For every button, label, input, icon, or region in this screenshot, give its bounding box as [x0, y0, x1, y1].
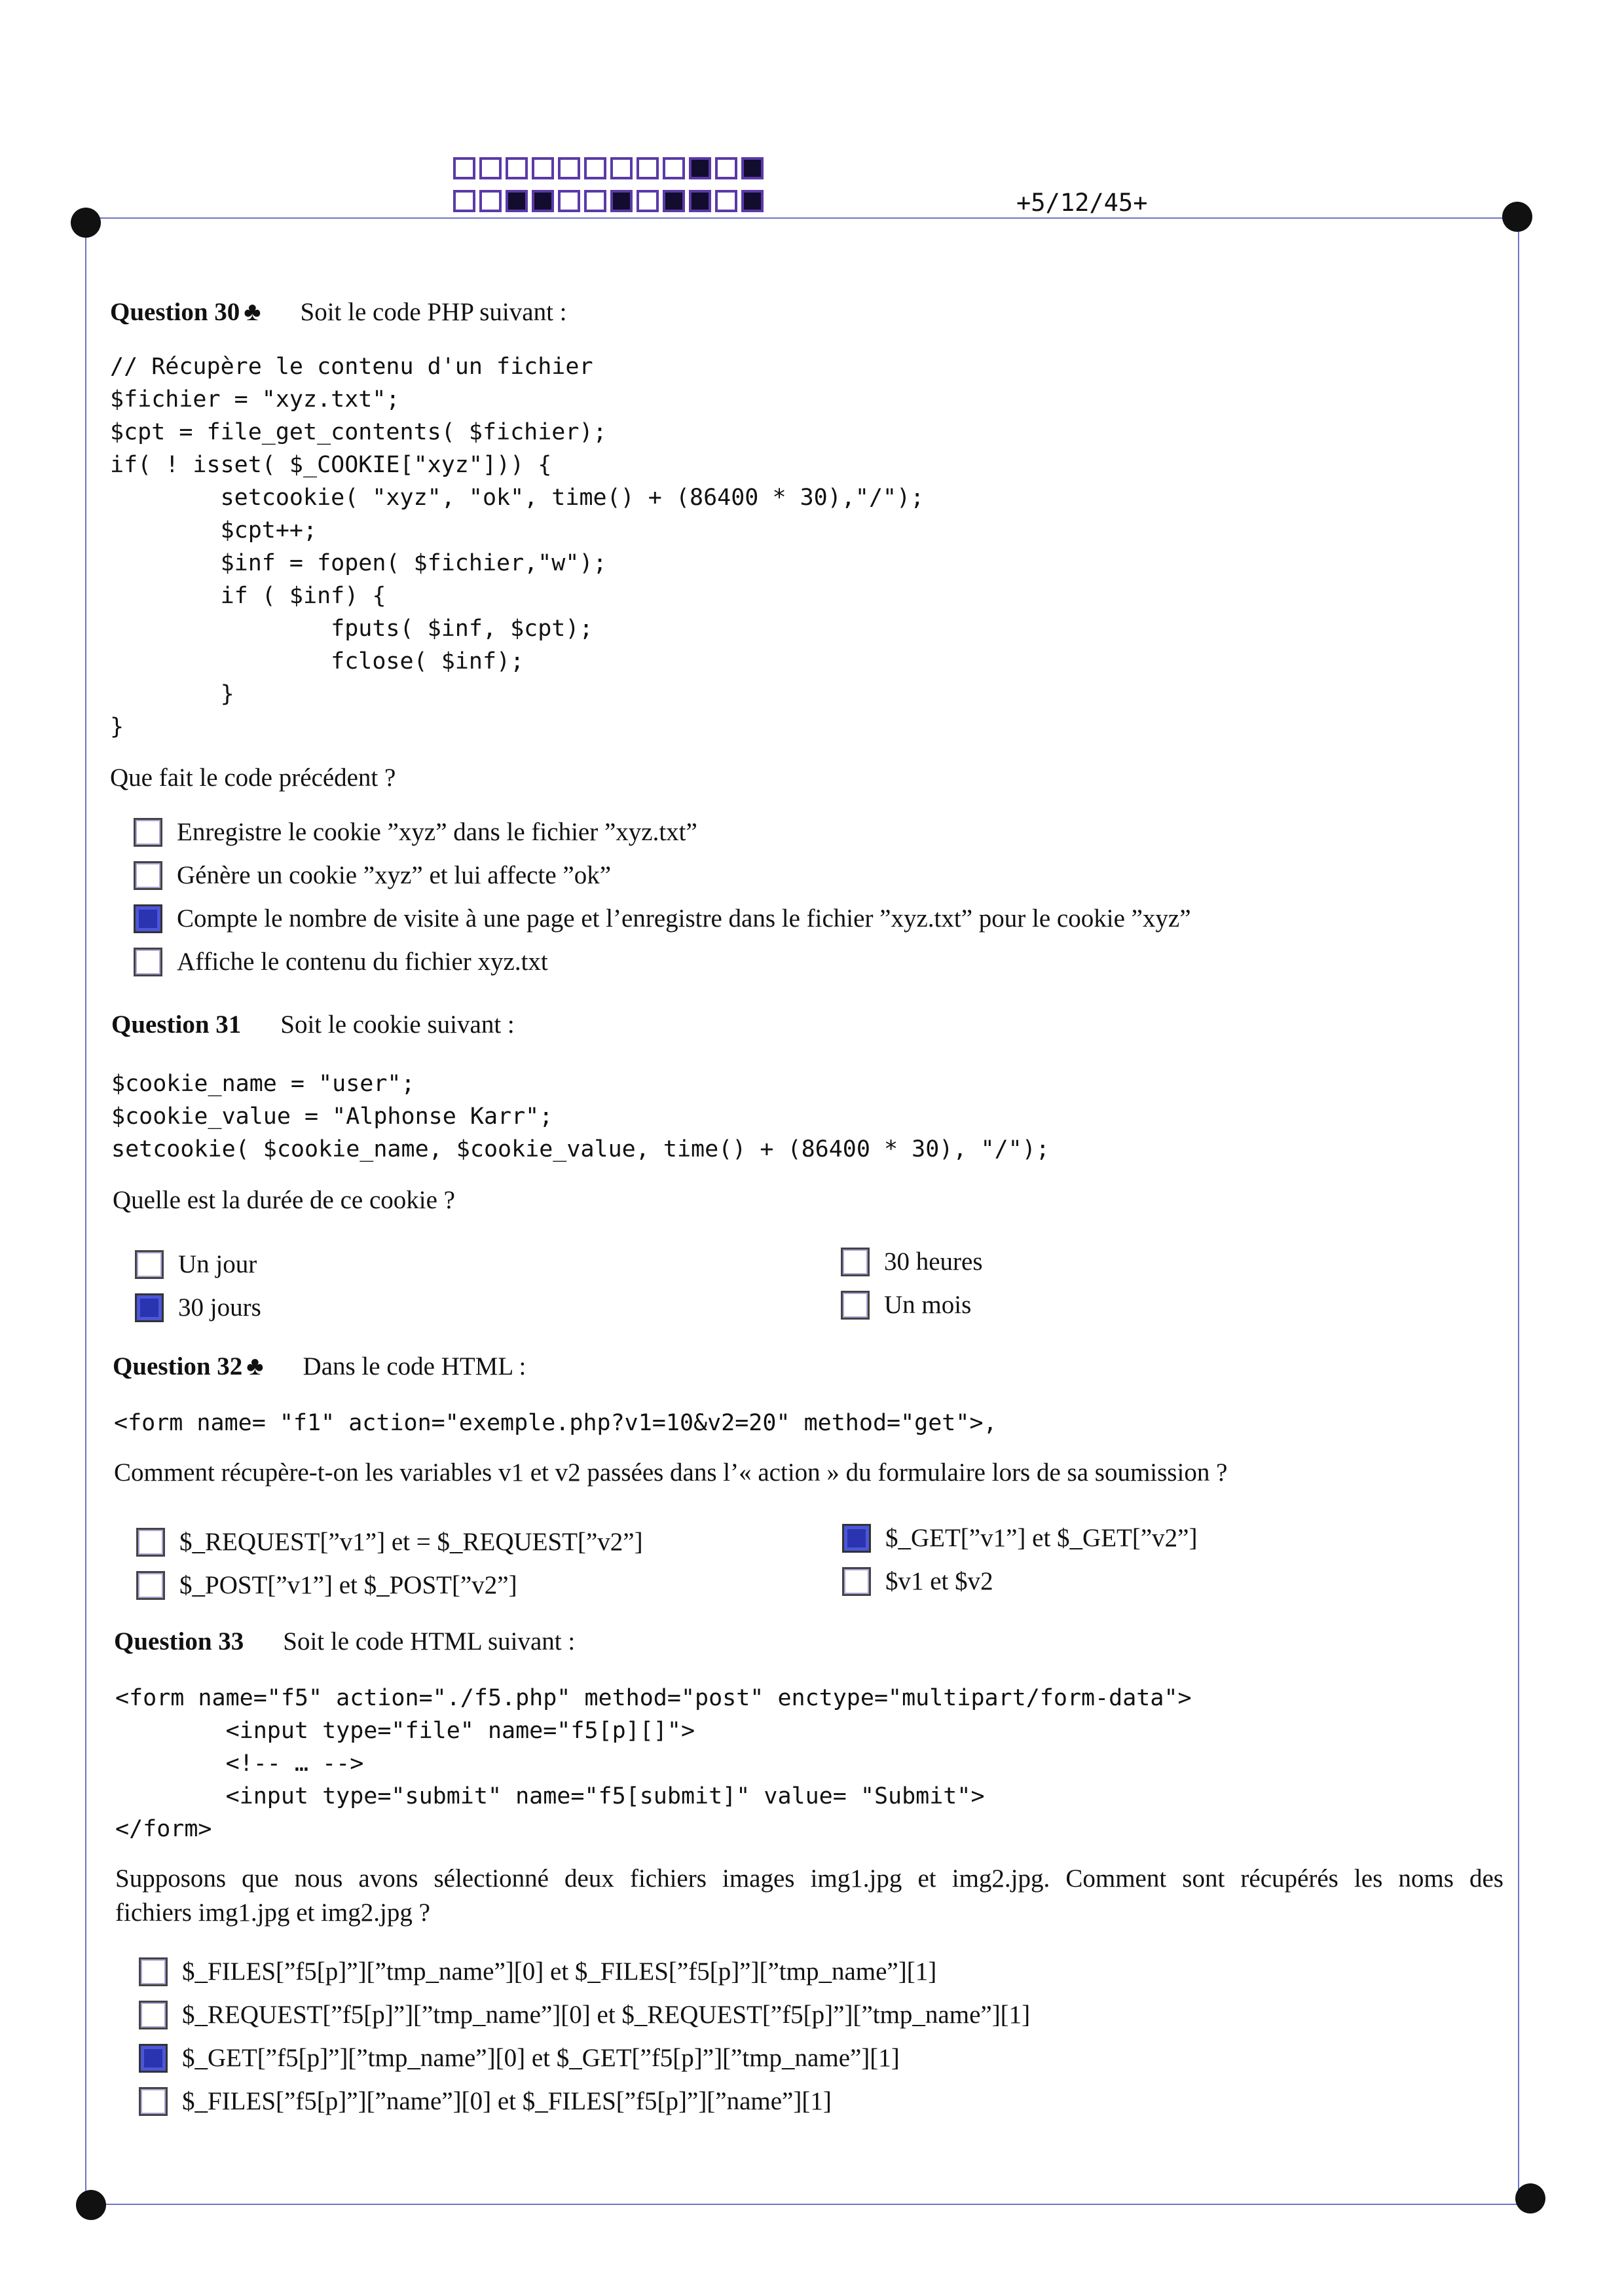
code-cell [663, 190, 685, 212]
code-cell [532, 190, 554, 212]
registration-mark-bottom-right [1515, 2183, 1545, 2213]
option-label: 30 jours [178, 1293, 261, 1322]
q31-option-4[interactable] [841, 1290, 971, 1320]
q31-prompt: Quelle est la durée de ce cookie ? [113, 1186, 455, 1214]
q33-option-1[interactable] [139, 1957, 936, 1986]
code-cell [453, 157, 475, 179]
q32-option-3[interactable] [842, 1523, 1197, 1553]
option-label: 30 heures [884, 1248, 983, 1276]
q32-heading [113, 1350, 526, 1381]
code-cell [663, 157, 685, 179]
code-cell [715, 190, 737, 212]
code-cell [610, 190, 633, 212]
code-cell [741, 157, 764, 179]
q32-label: Question 32 [113, 1352, 243, 1380]
q30-code: // Récupère le contenu d'un fichier $fichier = "xyz.txt"; $cpt = file_get_contents( $fichier); if( ! isset( $_COOKIE["xyz"])) { setcookie( "xyz", "ok", time() + (86400 * 30),"/"); $cpt++; $inf = fopen( $fichier,"w"); if ( $inf) { fputs( $inf, $cpt); fclose( $inf); } } [110, 354, 925, 740]
checkbox[interactable] [842, 1567, 871, 1596]
q31-option-3[interactable] [841, 1247, 983, 1276]
option-label: $v1 et $v2 [885, 1567, 993, 1595]
code-cell [558, 190, 580, 212]
q30-intro: Soit le code PHP suivant : [300, 298, 567, 326]
q33-option-4[interactable] [139, 2086, 832, 2116]
option-label: $_FILES[”f5[p]”][”tmp_name”][0] et $_FILES[”f5[p]”][”tmp_name”][1] [182, 1957, 937, 1986]
q33-prompt-line-1: Supposons que nous avons sélectionné deux fichiers images img1.jpg et img2.jpg. Comment sont récupérés les noms des [115, 1864, 1504, 1893]
q33-heading [114, 1627, 575, 1656]
checkbox[interactable] [136, 1528, 165, 1557]
q31-option-2[interactable] [135, 1293, 261, 1322]
checkbox-checked[interactable] [139, 2044, 168, 2073]
q31-code: $cookie_name = "user"; $cookie_value = "Alphonse Karr"; setcookie( $cookie_name, $cookie_value, time() + (86400 * 30), "/"); [111, 1071, 1050, 1162]
option-label: $_REQUEST[”f5[p]”][”tmp_name”][0] et $_REQUEST[”f5[p]”][”tmp_name”][1] [182, 2001, 1031, 2029]
registration-mark-top-left [71, 208, 101, 238]
code-cell [584, 157, 606, 179]
code-cell [479, 157, 502, 179]
q33-option-2[interactable] [139, 2000, 1030, 2029]
club-icon: ♣ [244, 297, 261, 326]
checkbox[interactable] [134, 861, 162, 890]
code-cell [610, 157, 633, 179]
q33-option-3[interactable] [139, 2043, 900, 2073]
checkbox-checked[interactable] [135, 1293, 164, 1322]
option-label: Un jour [178, 1250, 257, 1278]
code-cell [637, 157, 659, 179]
checkbox[interactable] [134, 948, 162, 976]
q30-prompt: Que fait le code précédent ? [110, 764, 396, 792]
registration-mark-top-right [1502, 202, 1532, 232]
q31-heading [111, 1010, 515, 1039]
checkbox[interactable] [134, 818, 162, 847]
q31-intro: Soit le cookie suivant : [280, 1010, 515, 1039]
q33-code: <form name="f5" action="./f5.php" method="post" enctype="multipart/form-data"> <input type="file" name="f5[p][]"> <!-- … --> <input type="submit" name="f5[submit]" value= "Submit"> </form> [115, 1685, 1192, 1842]
code-cell [637, 190, 659, 212]
option-label: Un mois [884, 1291, 972, 1319]
q30-option-2[interactable] [134, 861, 611, 890]
code-cell [506, 157, 528, 179]
option-label: Affiche le contenu du fichier xyz.txt [177, 948, 548, 976]
page-id: +5/12/45+ [1016, 189, 1148, 217]
code-cell [506, 190, 528, 212]
option-label: $_GET[”f5[p]”][”tmp_name”][0] et $_GET[”f5[p]”][”tmp_name”][1] [182, 2044, 900, 2072]
q32-prompt: Comment récupère-t-on les variables v1 et v2 passées dans l’« action » du formulaire lors de sa soumission ? [114, 1458, 1228, 1487]
q31-label: Question 31 [111, 1010, 242, 1039]
registration-mark-bottom-left [76, 2190, 106, 2220]
q32-option-1[interactable] [136, 1527, 643, 1557]
checkbox[interactable] [841, 1248, 870, 1276]
option-label: Compte le nombre de visite à une page et l’enregistre dans le fichier ”xyz.txt” pour le cookie ”xyz” [177, 904, 1191, 933]
checkbox-checked[interactable] [842, 1524, 871, 1553]
option-label: $_REQUEST[”v1”] et = $_REQUEST[”v2”] [179, 1528, 643, 1556]
q32-option-2[interactable] [136, 1570, 517, 1600]
q30-option-4[interactable] [134, 947, 548, 976]
checkbox[interactable] [136, 1571, 165, 1600]
q30-option-1[interactable] [134, 817, 697, 847]
option-label: $_POST[”v1”] et $_POST[”v2”] [179, 1571, 517, 1599]
q30-label: Question 30 [110, 298, 240, 326]
q30-option-3[interactable] [134, 904, 1191, 933]
q32-code: <form name= "f1" action="exemple.php?v1=10&v2=20" method="get">, [114, 1410, 997, 1436]
checkbox[interactable] [139, 1957, 168, 1986]
code-cell [453, 190, 475, 212]
code-cell [689, 157, 711, 179]
q31-option-1[interactable] [135, 1250, 257, 1279]
checkbox[interactable] [139, 2001, 168, 2029]
checkbox[interactable] [139, 2087, 168, 2116]
q33-label: Question 33 [114, 1627, 244, 1656]
code-cell [584, 190, 606, 212]
club-icon: ♣ [246, 1351, 264, 1380]
code-cell [715, 157, 737, 179]
option-label: $_GET[”v1”] et $_GET[”v2”] [885, 1524, 1198, 1552]
q30-heading [110, 296, 567, 327]
checkbox[interactable] [135, 1250, 164, 1279]
q33-prompt-line-2: fichiers img1.jpg et img2.jpg ? [115, 1898, 430, 1927]
binary-code-row-2 [453, 190, 767, 212]
code-cell [479, 190, 502, 212]
option-label: Génère un cookie ”xyz” et lui affecte ”ok” [177, 861, 611, 889]
code-cell [689, 190, 711, 212]
option-label: Enregistre le cookie ”xyz” dans le fichier ”xyz.txt” [177, 818, 697, 846]
code-cell [532, 157, 554, 179]
checkbox-checked[interactable] [134, 904, 162, 933]
code-cell [741, 190, 764, 212]
binary-code-row-1 [453, 157, 767, 179]
q32-option-4[interactable] [842, 1566, 993, 1596]
code-cell [558, 157, 580, 179]
q32-intro: Dans le code HTML : [303, 1352, 526, 1380]
checkbox[interactable] [841, 1291, 870, 1320]
option-label: $_FILES[”f5[p]”][”name”][0] et $_FILES[”f5[p]”][”name”][1] [182, 2087, 832, 2115]
q33-intro: Soit le code HTML suivant : [283, 1627, 576, 1656]
